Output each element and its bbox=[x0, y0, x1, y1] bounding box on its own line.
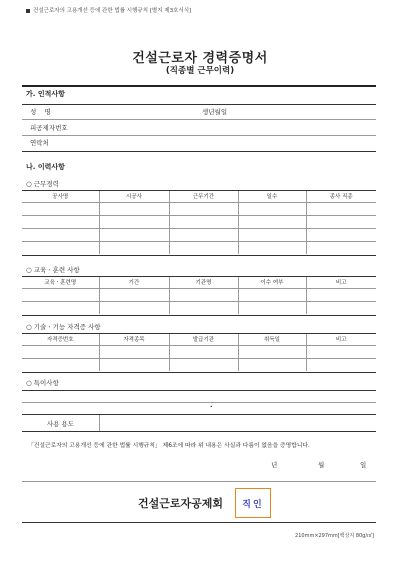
divider bbox=[22, 431, 376, 432]
document-title: 건설근로자 경력증명서 bbox=[132, 51, 268, 66]
seal-text: 직인 bbox=[242, 499, 264, 510]
form-header-note-text: 건설근로자의 고용개선 등에 관한 법률 시행규칙 [별지 제3호서식] bbox=[33, 8, 192, 14]
table-row bbox=[22, 202, 376, 215]
license-heading: ○ 기술ㆍ기능 자격증 사항 bbox=[26, 323, 101, 331]
divider bbox=[22, 372, 376, 373]
table-header-row bbox=[22, 191, 376, 202]
column-header: 취득일 bbox=[238, 334, 306, 345]
column-header: 종사 직종 bbox=[306, 191, 376, 202]
divider bbox=[22, 85, 376, 87]
column-header: 이수 여부 bbox=[238, 277, 306, 288]
column-header: 발급기관 bbox=[169, 334, 238, 345]
column-header: 공사명 bbox=[52, 194, 69, 201]
document-subtitle: (직종별 근무이력) bbox=[165, 66, 235, 76]
divider bbox=[22, 402, 376, 403]
special-notes-heading: ○ 특이사항 bbox=[26, 379, 59, 387]
contact-label: 연락처 bbox=[30, 139, 49, 147]
insured-number-label: 피공제자번호 bbox=[30, 124, 68, 132]
issuer-name: 건설근로자공제회 bbox=[138, 497, 224, 510]
divider bbox=[22, 390, 376, 391]
divider bbox=[22, 104, 376, 105]
table-header-row bbox=[22, 277, 376, 288]
table-row bbox=[22, 228, 376, 241]
section-personal-heading: 가. 인적사항 bbox=[26, 90, 65, 98]
divider bbox=[22, 315, 376, 316]
date-year-label: 년 bbox=[271, 461, 278, 469]
table-row bbox=[22, 215, 376, 228]
column-header: 비고 bbox=[306, 334, 376, 345]
usage-label: 사용 용도 bbox=[46, 420, 75, 428]
work-history-heading: ○ 근무경력 bbox=[26, 180, 59, 188]
table-row bbox=[22, 358, 376, 371]
divider bbox=[22, 481, 376, 482]
divider bbox=[22, 151, 376, 152]
column-header: 일수 bbox=[238, 191, 306, 202]
official-seal-stamp bbox=[235, 488, 271, 518]
divider bbox=[22, 119, 376, 120]
table-row bbox=[22, 345, 376, 358]
table-row bbox=[22, 288, 376, 301]
special-notes-dot: . bbox=[210, 401, 213, 409]
column-header: 시공사 bbox=[99, 191, 169, 202]
divider bbox=[22, 414, 376, 415]
divider bbox=[22, 522, 376, 523]
column-header: 기관명 bbox=[169, 277, 238, 288]
divider bbox=[22, 255, 376, 256]
name-label: 성 명 bbox=[30, 108, 51, 116]
work-history-table bbox=[22, 191, 376, 254]
section-history-heading: 나. 이력사항 bbox=[26, 163, 65, 171]
column-header: 비고 bbox=[306, 277, 376, 288]
column-header: 자격종목 bbox=[99, 334, 169, 345]
usage-cell-divider bbox=[99, 415, 100, 431]
date-day-label: 일 bbox=[360, 461, 367, 469]
certification-statement: 「건설근로자의 고용개선 등에 관한 법률 시행규칙」 제6조에 따라 위 내용은 사실과 다름이 없음을 증명합니다. bbox=[28, 443, 310, 449]
table-row bbox=[22, 241, 376, 254]
form-header-note bbox=[26, 8, 191, 15]
training-heading: ○ 교육ㆍ훈련 사항 bbox=[26, 266, 80, 274]
column-header: 근무기간 bbox=[169, 191, 238, 202]
column-header: 기간 bbox=[99, 277, 169, 288]
divider bbox=[22, 135, 376, 136]
column-header: 교육ㆍ훈련명 bbox=[44, 280, 77, 287]
column-header: 자격증번호 bbox=[46, 337, 74, 344]
paper-spec-footer: 210mm×297mm[백상지 80g/㎡] bbox=[295, 533, 374, 539]
square-bullet-icon bbox=[26, 9, 30, 13]
date-month-label: 월 bbox=[318, 461, 325, 469]
table-header-row bbox=[22, 334, 376, 345]
training-table bbox=[22, 277, 376, 314]
birth-date-label: 생년월일 bbox=[202, 108, 228, 116]
table-row bbox=[22, 301, 376, 314]
license-table bbox=[22, 334, 376, 371]
